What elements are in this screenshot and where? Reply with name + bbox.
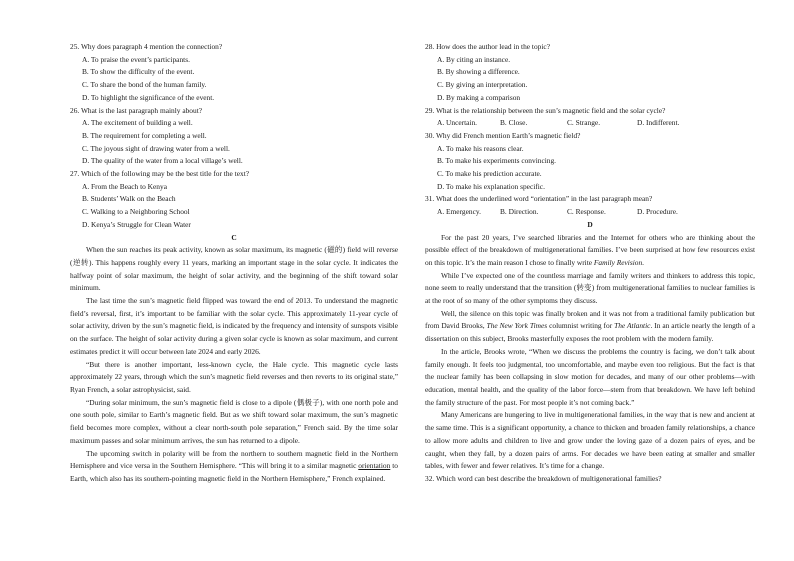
option-d: D. Kenya’s Struggle for Clean Water — [82, 219, 191, 229]
text-span: Well, the silence on this topic was finally broken and it was not from a traditional family publication but from David Brooks, — [425, 308, 755, 331]
option-a: A. Emergency. — [437, 207, 481, 217]
option-c: C. The joyous sight of drawing water from a well. — [82, 143, 230, 153]
option-c: C. To make his prediction accurate. — [437, 169, 542, 179]
options-row — [425, 117, 755, 130]
publication-title: The Atlantic — [614, 321, 651, 331]
section-heading: C — [231, 232, 237, 242]
paragraph: “During solar minimum, the sun’s magnetic field is close to a dipole (偶极子), with one north pole and one south pole, similar to Earth’s magnetic field. But as we shift toward solar maximum, the sun’s magnetic field becomes more complex, without a clear north-south pole separation,” French said. By the time solar maximum passes and solar minimum arrives, the sun has returned to a dipole. — [70, 397, 398, 445]
text-span: . — [642, 257, 645, 267]
option-a: A. Uncertain. — [437, 118, 478, 128]
paragraph: The last time the sun’s magnetic field flipped was toward the end of 2013. To understand the magnetic field’s reversal, first, it’s important to be familiar with the solar cycle. This approximately 11-year cycle of solar activity, driven by the sun’s magnetic field, is indicated by the frequency and intensity of sunspots visible on the surface. The height of solar activity during a given solar cycle is known as solar maximum, and current estimates predict it will occur between late 2024 and early 2026. — [70, 296, 398, 356]
option-b: B. The requirement for completing a well. — [82, 130, 207, 140]
option-a: A. To praise the event’s participants. — [82, 54, 190, 64]
question-text: 32. Which word can best describe the breakdown of multigenerational families? — [425, 473, 662, 483]
question-text: 29. What is the relationship between the sun’s magnetic field and the solar cycle? — [425, 105, 666, 115]
question-text: 27. Which of the following may be the best title for the text? — [70, 169, 250, 179]
question-32 — [425, 473, 755, 486]
option-b: B. Students’ Walk on the Beach — [82, 194, 176, 204]
option-c: C. To share the bond of the human family. — [82, 80, 207, 90]
paragraph — [425, 232, 755, 270]
question-text: 31. What does the underlined word “orientation” in the last paragraph mean? — [425, 194, 653, 204]
paragraph: In the article, Brooks wrote, “When we discuss the problems the country is facing, we don’t talk about family enough. It feels too judgmental, too uncomfortable, and maybe even too religious. But the fact is that the nuclear family has been collapsing in slow motion for decades, and many of our other problems—with education, mental health, and the quality of the labor force—stem from that breakdown. We have left behind the family structure of the past. For most people it’s not coming back.” — [425, 346, 755, 407]
question-26 — [70, 105, 398, 169]
option-a: A. From the Beach to Kenya — [82, 181, 167, 191]
paragraph: When the sun reaches its peak activity, known as solar maximum, its magnetic (磁的) field will reverse (逆转). This happens roughly every 11 years, marking an important stage in the solar cycle. It indicates the halfway point of solar maximum, the height of solar activity, and the beginning of the shift toward solar minimum. — [70, 245, 398, 293]
question-text: 30. Why did French mention Earth’s magnetic field? — [425, 130, 581, 140]
question-31 — [425, 193, 755, 218]
paragraph: “But there is another important, less-known cycle, the Hale cycle. This magnetic cycle lasts approximately 22 years, through which the sun’s magnetic field reverses and then reverts to its original state,” Ryan French, a solar astrophysicist, said. — [70, 359, 398, 394]
question-29 — [425, 105, 755, 130]
option-b: B. Direction. — [500, 207, 539, 217]
section-heading: D — [587, 219, 593, 229]
book-title: Family Revision — [593, 257, 643, 267]
left-column — [70, 41, 398, 486]
options-row — [425, 206, 755, 219]
option-a: A. By citing an instance. — [437, 54, 511, 64]
paragraph: While I’ve expected one of the countless marriage and family writers and thinkers to address this topic, none seem to really understand that the transition (转变) from multigenerational families to nuclear families is at the root of so many of the other symptoms they discuss. — [425, 270, 755, 306]
option-d: D. To highlight the significance of the event. — [82, 92, 215, 102]
option-d: D. The quality of the water from a local village’s well. — [82, 156, 243, 166]
passage-d — [425, 219, 755, 473]
paragraph — [70, 448, 398, 486]
text-span: The upcoming switch in polarity will be from the northern to southern magnetic field in the Northern Hemisphere and vice versa in the Southern Hemisphere. “This will bring it to a similar magnetic — [70, 448, 398, 471]
passage-c — [70, 232, 398, 486]
question-25 — [70, 41, 398, 105]
question-text: 26. What is the last paragraph mainly about? — [70, 105, 203, 115]
question-28 — [425, 41, 755, 105]
option-c: C. By giving an interpretation. — [437, 80, 528, 90]
option-d: D. To make his explanation specific. — [437, 181, 545, 191]
question-text: 25. Why does paragraph 4 mention the connection? — [70, 42, 223, 51]
underlined-word: orientation — [358, 461, 391, 471]
text-span: For the past 20 years, I’ve searched libraries and the Internet for others who are thinking about the possible effect of the breakdown of multigenerational families. I’ve been surprised at how few resources exist on this topic. It’s the main reason I chose to finally write — [425, 232, 755, 267]
question-27 — [70, 168, 398, 232]
text-span: to Earth, which also has its southern-pointing magnetic field in the Northern Hemisphere,” French explained. — [70, 461, 398, 483]
option-a: A. To make his reasons clear. — [437, 143, 524, 153]
option-b: B. To show the difficulty of the event. — [82, 67, 195, 77]
option-d: D. Procedure. — [637, 207, 678, 217]
text-span: . In an article nearly the length of a dissertation on this subject, Brooks masterfully exposes the root problem with the modern family. — [425, 321, 755, 344]
option-d: D. By making a comparison — [437, 92, 521, 102]
option-c: C. Walking to a Neighboring School — [82, 207, 190, 217]
option-b: B. To make his experiments convincing. — [437, 156, 557, 166]
option-a: A. The excitement of building a well. — [82, 118, 193, 128]
option-b: B. By showing a difference. — [437, 67, 520, 77]
right-column — [425, 41, 755, 486]
question-30 — [425, 130, 755, 194]
publication-title: The New York Times — [486, 321, 548, 331]
option-c: C. Strange. — [567, 118, 601, 128]
paragraph: Many Americans are hungering to live in multigenerational families, in the way that is new and ancient at the same time. This is a significant opportunity, a chance to thicken and broaden family relationships, a chance to allow more adults and children to live and grow under the loving gaze of a dozen pairs of eyes, and be caught, when they fall, by a dozen pairs of arms. For decades we have been eating at smaller and smaller tables, with fewer and fewer relatives. It’s time for a change. — [425, 410, 755, 471]
option-d: D. Indifferent. — [637, 118, 680, 128]
option-c: C. Response. — [567, 207, 606, 217]
option-b: B. Close. — [500, 118, 528, 128]
question-text: 28. How does the author lead in the topic? — [425, 42, 550, 51]
text-span: columnist writing for — [547, 321, 615, 331]
paragraph — [425, 308, 755, 346]
